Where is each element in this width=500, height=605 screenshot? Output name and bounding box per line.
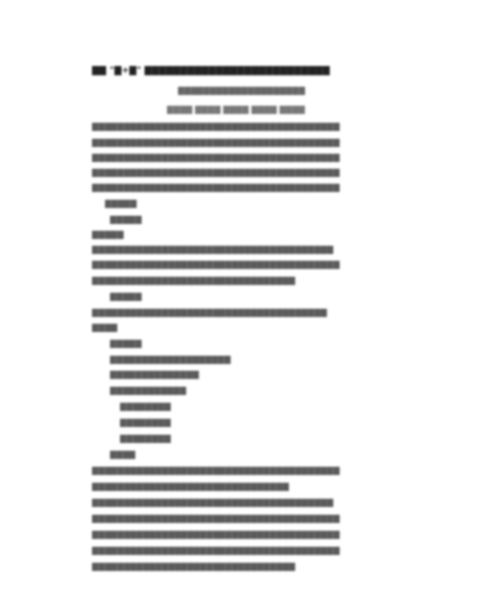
body-line: ▇▇▇▇▇▇▇▇▇▇▇▇▇▇▇▇▇▇▇▇▇▇▇▇▇▇▇▇▇▇▇ xyxy=(92,482,289,491)
body-line: ▇▇▇▇▇▇▇▇▇▇▇▇▇▇▇▇▇▇▇▇▇▇▇▇▇▇▇▇▇▇▇▇▇▇▇▇▇▇ xyxy=(92,498,334,507)
document-subtitle: ▇▇▇▇▇▇▇▇▇▇▇▇▇▇▇▇▇▇▇▇ xyxy=(178,86,306,95)
body-line: ▇▇▇▇▇▇▇▇▇▇▇▇▇▇▇▇▇▇▇▇▇▇▇▇▇▇▇▇▇▇▇▇▇▇▇▇▇▇▇ xyxy=(92,260,340,269)
body-line: ▇▇▇▇▇▇▇▇▇▇▇▇▇▇▇▇▇▇▇▇▇▇▇▇▇▇▇▇▇▇▇▇▇▇▇▇▇▇▇ xyxy=(92,530,340,539)
section-heading: ▇▇▇▇▇ xyxy=(110,215,142,224)
body-line: ▇▇▇▇▇▇▇▇▇▇▇▇▇▇▇▇▇▇▇▇▇▇▇▇▇▇▇▇▇▇▇▇▇▇▇▇▇▇▇ xyxy=(92,546,340,555)
body-line: ▇▇▇▇▇▇▇▇▇▇▇▇▇▇▇▇▇▇▇▇▇▇▇▇▇▇▇▇▇▇▇▇▇▇▇▇▇▇▇ xyxy=(92,514,340,523)
list-item: ▇▇▇▇▇▇▇▇▇▇▇▇▇▇ xyxy=(110,370,199,379)
list-item: ▇▇▇▇▇▇▇▇▇▇▇▇ xyxy=(110,386,187,395)
document-authors: ▇▇▇▇ ▇▇▇▇ ▇▇▇▇ ▇▇▇▇ ▇▇▇▇ xyxy=(167,105,306,114)
list-item: ▇▇▇▇▇▇▇▇▇▇▇▇▇▇▇▇▇▇▇ xyxy=(110,355,231,364)
section-heading: ▇▇▇▇ xyxy=(110,450,136,459)
body-line: ▇▇▇▇▇ xyxy=(92,230,124,239)
section-heading: ▇▇▇▇▇ xyxy=(110,292,142,301)
body-line: ▇▇▇▇▇▇▇▇▇▇▇▇▇▇▇▇▇▇▇▇▇▇▇▇▇▇▇▇▇▇▇▇▇▇▇▇▇ xyxy=(92,308,328,317)
body-line: ▇▇▇▇▇▇▇▇▇▇▇▇▇▇▇▇▇▇▇▇▇▇▇▇▇▇▇▇▇▇▇▇▇▇▇▇▇▇ xyxy=(92,245,334,254)
body-line: ▇▇▇▇▇▇▇▇▇▇▇▇▇▇▇▇▇▇▇▇▇▇▇▇▇▇▇▇▇▇▇▇▇▇▇▇▇▇▇ xyxy=(92,183,340,192)
body-line: ▇▇▇▇▇▇▇▇▇▇▇▇▇▇▇▇▇▇▇▇▇▇▇▇▇▇▇▇▇▇▇▇▇▇▇▇▇▇▇ xyxy=(92,466,340,475)
body-line: ▇▇▇▇▇▇▇▇▇▇▇▇▇▇▇▇▇▇▇▇▇▇▇▇▇▇▇▇▇▇▇▇▇▇▇▇▇▇▇ xyxy=(92,153,340,162)
body-line: ▇▇▇▇▇▇▇▇▇▇▇▇▇▇▇▇▇▇▇▇▇▇▇▇▇▇▇▇▇▇▇▇▇▇▇▇▇▇▇ xyxy=(92,122,340,131)
body-line: ▇▇▇▇▇▇▇▇▇▇▇▇▇▇▇▇▇▇▇▇▇▇▇▇▇▇▇▇▇▇▇▇▇▇▇▇▇▇▇ xyxy=(92,168,340,177)
section-heading: ▇▇▇▇▇ xyxy=(105,199,137,208)
body-line: ▇▇▇▇▇▇▇▇▇▇▇▇▇▇▇▇▇▇▇▇▇▇▇▇▇▇▇▇▇▇▇▇ xyxy=(92,562,296,571)
body-line: ▇▇▇▇▇▇▇▇▇▇▇▇▇▇▇▇▇▇▇▇▇▇▇▇▇▇▇▇▇▇▇▇▇▇▇▇▇▇▇ xyxy=(92,138,340,147)
section-heading: ▇▇▇▇▇ xyxy=(110,339,142,348)
list-item: ▇▇▇▇▇▇▇▇ xyxy=(120,402,171,411)
body-line: ▇▇▇▇▇▇▇▇▇▇▇▇▇▇▇▇▇▇▇▇▇▇▇▇▇▇▇▇▇▇▇▇ xyxy=(92,276,296,285)
document-title: ▇▇ "▇+▇" ▇▇▇▇▇▇▇▇▇▇▇▇▇▇▇▇▇▇▇▇▇▇▇▇▇▇ xyxy=(92,66,330,76)
list-item: ▇▇▇▇▇▇▇▇ xyxy=(120,434,171,443)
body-line: ▇▇▇▇ xyxy=(92,323,118,332)
list-item: ▇▇▇▇▇▇▇▇ xyxy=(120,418,171,427)
